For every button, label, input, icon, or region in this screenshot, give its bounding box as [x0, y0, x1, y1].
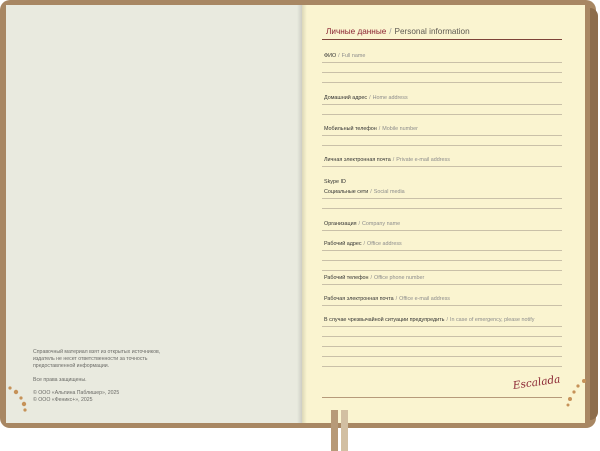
field-label	[324, 157, 450, 163]
field-label-ru: Личная электронная почта	[324, 157, 391, 163]
ruled-line[interactable]	[322, 346, 562, 347]
field-label-en: Private e-mail address	[396, 157, 450, 163]
ruled-line[interactable]	[322, 356, 562, 357]
ruled-line[interactable]	[322, 135, 562, 136]
copyright-block	[33, 349, 213, 404]
field-label-separator: /	[446, 317, 448, 323]
ruled-line[interactable]	[322, 260, 562, 261]
field-label-ru: Домашний адрес	[324, 95, 368, 101]
field-label-en: Full name	[341, 53, 366, 59]
bookmark-ribbon-light	[341, 410, 348, 451]
field-label-en: Social media	[373, 189, 405, 195]
field-label-separator: /	[378, 126, 381, 132]
field-label-en: In case of emergency, please notify	[449, 317, 535, 323]
field-label-en: Office phone number	[374, 275, 425, 281]
field-label	[324, 221, 400, 227]
copyright-publisher-2: © ООО «Феникс+», 2025	[33, 397, 93, 404]
field-label-separator: /	[369, 95, 371, 101]
ruled-line[interactable]	[322, 326, 562, 327]
field-label	[324, 189, 405, 195]
ruled-line[interactable]	[322, 208, 562, 209]
ruled-line[interactable]	[322, 114, 562, 115]
field-label-ru: Рабочая электронная почта	[324, 296, 394, 302]
ruled-line[interactable]	[322, 366, 562, 367]
ruled-line[interactable]	[322, 336, 562, 337]
bookmark-ribbon-dark	[331, 410, 338, 451]
field-label-ru: В случае чрезвычайной ситуации предупредить	[324, 317, 445, 323]
ruled-line[interactable]	[322, 230, 562, 231]
copyright-line: издатель не несет ответственности за точность	[33, 356, 148, 363]
ruled-line[interactable]	[322, 166, 562, 167]
field-label-en: Home address	[372, 95, 408, 101]
field-label	[324, 317, 534, 323]
ruled-line[interactable]	[322, 305, 562, 306]
ruled-line[interactable]	[322, 62, 562, 63]
ruled-line[interactable]	[322, 250, 562, 251]
form-title	[326, 27, 470, 36]
page-gutter	[297, 5, 307, 423]
field-label-separator: /	[338, 53, 340, 59]
ruled-line[interactable]	[322, 198, 562, 199]
cover-edge	[590, 8, 598, 420]
field-label-separator: /	[358, 221, 361, 227]
field-label-en: Company name	[362, 221, 401, 227]
field-label	[324, 296, 450, 302]
field-label-ru: Социальные сети	[324, 189, 369, 195]
field-label-en: Office address	[367, 241, 402, 247]
field-label-separator: /	[392, 157, 395, 163]
field-label	[324, 126, 418, 132]
field-label	[324, 53, 365, 59]
field-label	[324, 275, 424, 281]
field-label-ru: Рабочий адрес	[324, 241, 362, 247]
ruled-line[interactable]	[322, 82, 562, 83]
field-label	[324, 179, 346, 185]
field-label-en: Office e-mail address	[399, 296, 450, 302]
field-label-ru: Skype ID	[324, 179, 346, 185]
field-label-separator: /	[363, 241, 366, 247]
field-label-ru: ФИО	[324, 53, 337, 59]
form-title-separator: /	[389, 27, 392, 36]
field-label-ru: Мобильный телефон	[324, 126, 377, 132]
field-label-ru: Рабочий телефон	[324, 275, 369, 281]
field-label-separator: /	[370, 189, 372, 195]
field-label-separator: /	[370, 275, 372, 281]
field-label	[324, 241, 402, 247]
ruled-line[interactable]	[322, 284, 562, 285]
ruled-line[interactable]	[322, 72, 562, 73]
field-label-ru: Организация	[324, 221, 357, 227]
field-label	[324, 95, 408, 101]
ruled-line[interactable]	[322, 104, 562, 105]
copyright-publisher-1: © ООО «Альпина Паблишер», 2025	[33, 389, 120, 396]
bottom-rule	[322, 397, 562, 398]
field-label-en: Mobile number	[382, 126, 418, 132]
ruled-line[interactable]	[322, 145, 562, 146]
rights-reserved: Все права защищены.	[33, 376, 87, 383]
copyright-line: Справочный материал взят из открытых источников,	[33, 349, 161, 355]
title-rule	[322, 39, 562, 40]
form-title-ru: Личные данные	[326, 27, 387, 36]
brand-logo: Escalada	[512, 373, 562, 392]
field-label-separator: /	[395, 296, 398, 302]
right-page	[302, 5, 585, 423]
copyright-line: предоставленной информации.	[33, 363, 110, 370]
ruled-line[interactable]	[322, 270, 562, 271]
form-title-en: Personal information	[394, 27, 470, 36]
